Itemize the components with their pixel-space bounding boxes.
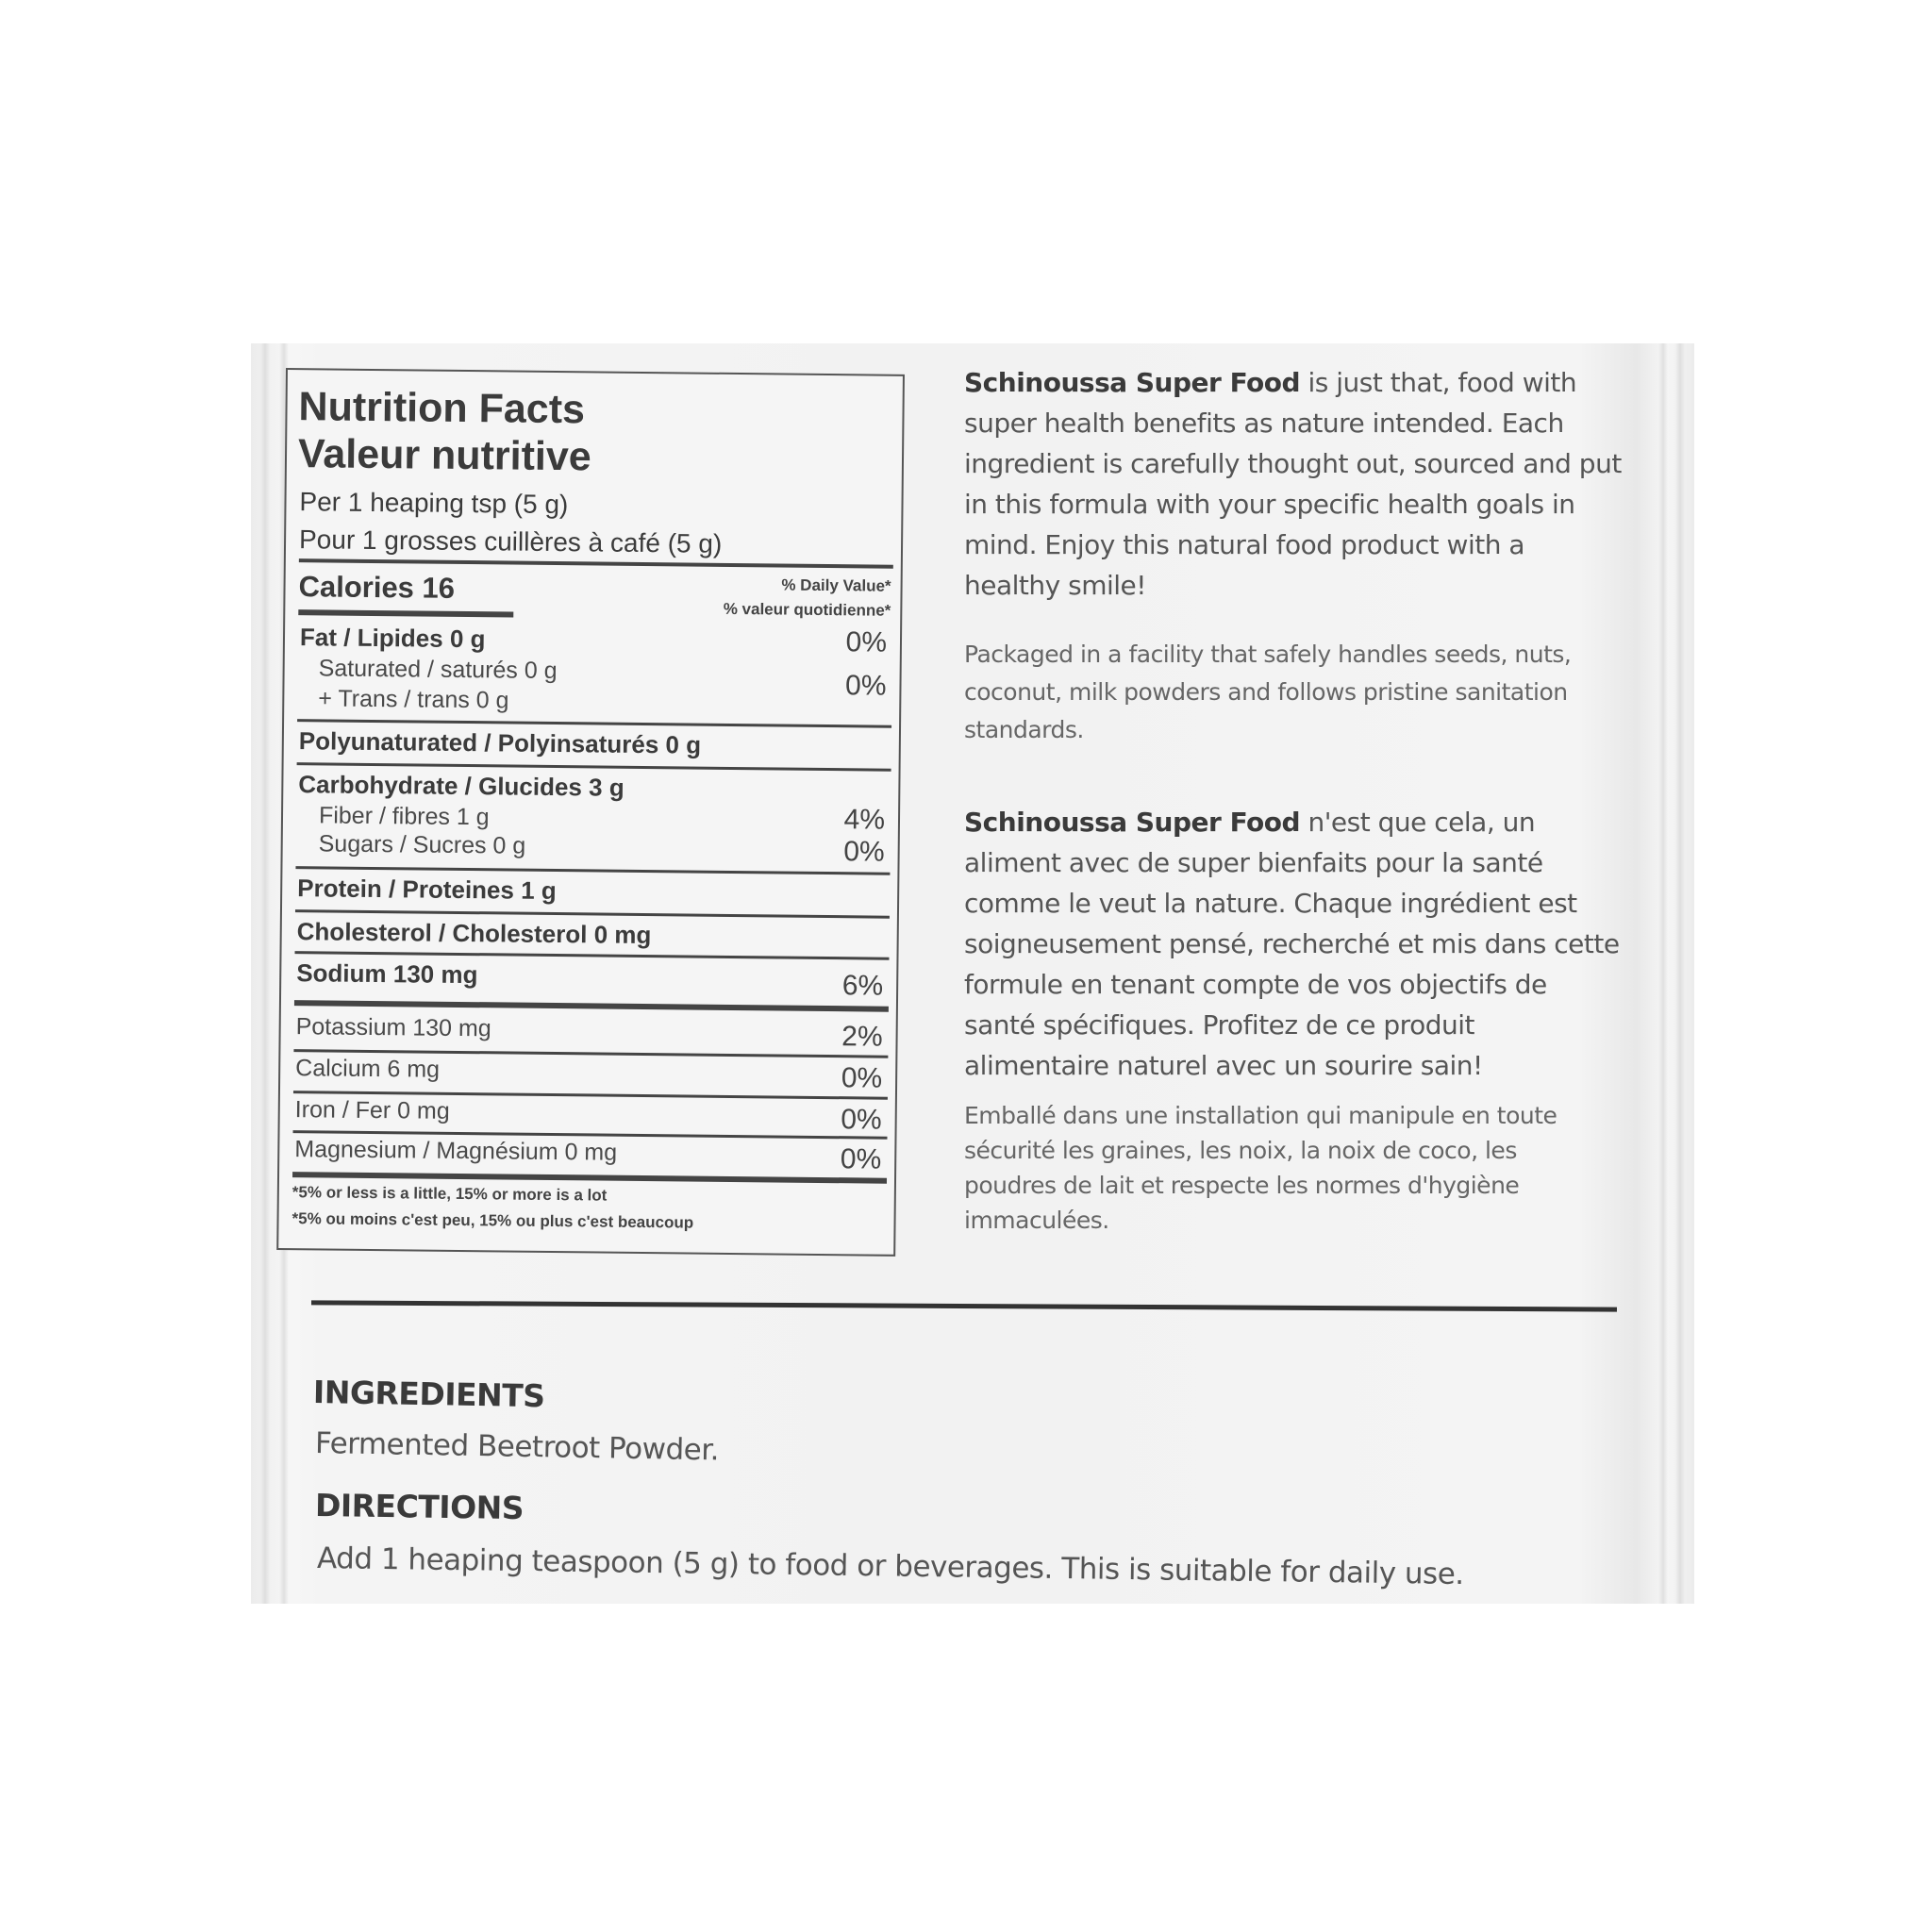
magnesium-pct: 0%	[840, 1143, 882, 1175]
cholesterol-row: Cholesterol / Cholesterol 0 mg	[296, 917, 652, 950]
sodium-row: Sodium 130 mg	[296, 958, 478, 990]
brand-name: Schinoussa Super Food	[964, 807, 1301, 838]
footnote	[291, 1179, 693, 1236]
packaging-note-fr: Emballé dans une installation qui manipule en toute sécurité les graines, les noix, la noix de coco, les poudres de lait et respecte les normes d'hygiène immaculées.	[964, 1102, 1557, 1234]
description-en	[964, 362, 1624, 606]
rule-thick	[298, 609, 513, 617]
description-fr-text: n'est que cela, un aliment avec de super bienfaits pour la santé comme le veut la nature. Chaque ingrédient est soigneusement pensé, recherché et mis dans cette formule en tenant compte de vos objectifs de santé spécifiques. Profitez de ce produit alimentaire naturel avec un sourire sain!	[964, 807, 1620, 1081]
fiber-row: Fiber / fibres 1 g	[318, 802, 490, 831]
magnesium-row: Magnesium / Magnésium 0 mg	[294, 1136, 618, 1166]
section-divider	[311, 1300, 1617, 1311]
calories: Calories 16	[298, 570, 456, 605]
carbohydrate-row: Carbohydrate / Glucides 3 g	[298, 770, 625, 802]
ingredients-text: Fermented Beetroot Powder.	[314, 1426, 720, 1468]
serving-size-en: Per 1 heaping tsp (5 g)	[299, 487, 569, 520]
rule-thick	[294, 1000, 889, 1012]
sugars-pct: 0%	[843, 836, 885, 868]
brand-name: Schinoussa Super Food	[964, 367, 1301, 398]
potassium-row: Potassium 130 mg	[295, 1013, 491, 1042]
serving-size	[299, 483, 723, 563]
description-en-text: is just that, food with super health benefits as nature intended. Each ingredient is carefully thought out, sourced and put in this formula with your specific health goals in mind. Enjoy this natural food product with a healthy smile!	[964, 367, 1622, 601]
calcium-pct: 0%	[841, 1062, 883, 1094]
directions-heading: DIRECTIONS	[314, 1487, 525, 1527]
daily-value-fr: % valeur quotidienne*	[723, 599, 891, 620]
fat-pct: 0%	[845, 626, 888, 658]
nutrition-title-fr: Valeur nutritive	[297, 431, 591, 480]
daily-value-en: % Daily Value*	[781, 575, 891, 595]
nutrition-title-en: Nutrition Facts	[298, 384, 586, 433]
polyunsaturated-row: Polyunaturated / Polyinsaturés 0 g	[298, 726, 702, 759]
iron-pct: 0%	[841, 1104, 882, 1136]
serving-size-fr: Pour 1 grosses cuillères à café (5 g)	[298, 525, 723, 558]
fiber-pct: 4%	[843, 804, 886, 836]
footnote-en: *5% or less is a little, 15% or more is a lot	[291, 1183, 608, 1205]
sodium-pct: 6%	[841, 970, 884, 1002]
nutrition-facts-title	[298, 383, 592, 480]
footnote-fr: *5% ou moins c'est peu, 15% ou plus c'est beaucoup	[291, 1209, 694, 1232]
package-edge-stripe	[1675, 343, 1685, 1604]
product-package-panel	[251, 343, 1694, 1604]
package-edge-stripe	[260, 343, 270, 1604]
saturated-row: Saturated / saturés 0 g	[318, 655, 558, 685]
directions-text: Add 1 heaping teaspoon (5 g) to food or beverages. This is suitable for daily use.	[316, 1541, 1464, 1591]
fat-row: Fat / Lipides 0 g	[299, 623, 486, 654]
iron-row: Iron / Fer 0 mg	[294, 1096, 450, 1124]
ingredients-heading: INGREDIENTS	[312, 1374, 545, 1415]
package-edge-stripe	[1658, 343, 1668, 1604]
protein-row: Protein / Proteines 1 g	[297, 874, 557, 906]
description-fr	[964, 802, 1624, 1086]
calcium-row: Calcium 6 mg	[295, 1055, 441, 1083]
potassium-pct: 2%	[841, 1021, 883, 1053]
daily-value-header	[724, 573, 891, 624]
saturated-trans-pct: 0%	[844, 670, 887, 702]
nutrition-facts-table	[276, 368, 905, 1257]
packaging-note-en: Packaged in a facility that safely handles seeds, nuts, coconut, milk powders and follows pristine sanitation standards.	[964, 641, 1572, 743]
trans-row: + Trans / trans 0 g	[318, 685, 509, 714]
sugars-row: Sugars / Sucres 0 g	[318, 830, 526, 859]
